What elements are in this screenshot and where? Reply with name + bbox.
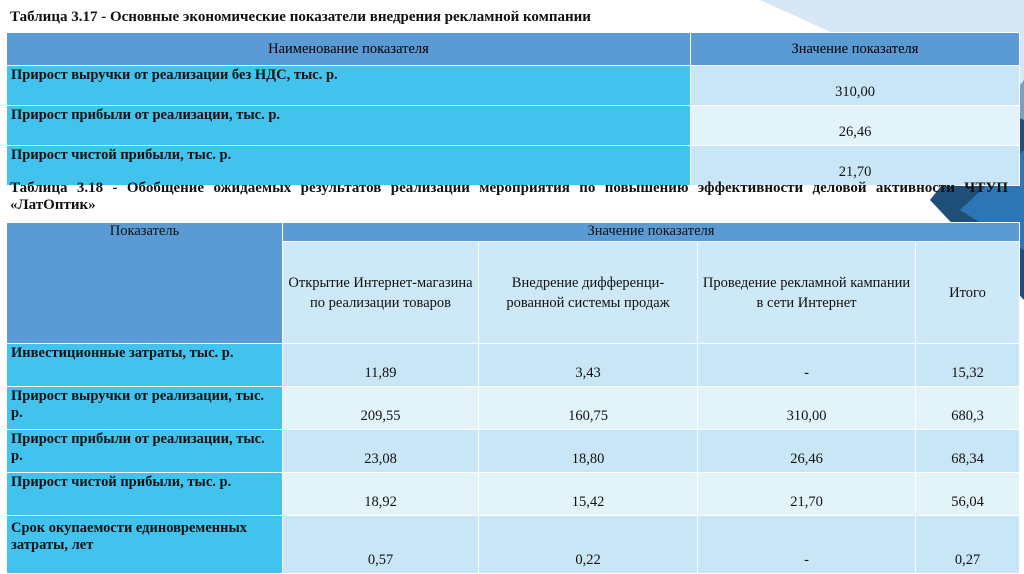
table2-header-row xyxy=(7,223,1020,242)
row-value: 11,89 xyxy=(283,344,479,387)
table-row xyxy=(7,106,1020,146)
row-label: Прирост прибыли от реализации, тыс. р. xyxy=(7,430,283,473)
table-row xyxy=(7,516,1020,574)
table-row xyxy=(7,344,1020,387)
table-row xyxy=(7,66,1020,106)
row-value: 0,57 xyxy=(283,516,479,574)
row-label: Прирост выручки от реализации, тыс. р. xyxy=(7,387,283,430)
row-value: - xyxy=(698,344,916,387)
row-value: 21,70 xyxy=(691,146,1020,186)
subheader-total: Итого xyxy=(916,242,1020,344)
row-label: Инвестиционные затраты, тыс. р. xyxy=(7,344,283,387)
table1-header-row xyxy=(7,33,1020,66)
table1-caption: Таблица 3.17 - Основные экономические показатели внедрения рекламной компании xyxy=(10,9,591,25)
row-value: 68,34 xyxy=(916,430,1020,473)
table-row xyxy=(7,387,1020,430)
table-row xyxy=(7,430,1020,473)
row-value: 680,3 xyxy=(916,387,1020,430)
expected-results-table xyxy=(6,222,1020,574)
row-value: 15,42 xyxy=(479,473,698,516)
subheader-ad-campaign: Проведение рекламной кампании в сети Интернет xyxy=(698,242,916,344)
subheader-differentiated-sales: Внедрение дифференци-рованной системы продаж xyxy=(479,242,698,344)
row-label: Прирост чистой прибыли, тыс. р. xyxy=(7,146,691,186)
row-value: 26,46 xyxy=(698,430,916,473)
row-value: 209,55 xyxy=(283,387,479,430)
table1-header-value: Значение показателя xyxy=(691,33,1020,66)
row-label: Срок окупаемости единовременных затраты, лет xyxy=(7,516,283,574)
table2-header-value: Значение показателя xyxy=(283,223,1020,242)
table2-header-indicator: Показатель xyxy=(7,223,283,344)
table1-header-indicator: Наименование показателя xyxy=(7,33,691,66)
row-value: 23,08 xyxy=(283,430,479,473)
table2-caption: Таблица 3.18 - Обобщение ожидаемых результатов реализации мероприятия по повышению эффективности деловой активности ЧТУП «ЛатОптик» xyxy=(10,180,1008,213)
row-value: 3,43 xyxy=(479,344,698,387)
row-value: 56,04 xyxy=(916,473,1020,516)
row-value: 26,46 xyxy=(691,106,1020,146)
row-value: 310,00 xyxy=(691,66,1020,106)
row-value: 21,70 xyxy=(698,473,916,516)
row-label: Прирост прибыли от реализации, тыс. р. xyxy=(7,106,691,146)
row-value: - xyxy=(698,516,916,574)
row-value: 18,92 xyxy=(283,473,479,516)
row-value: 310,00 xyxy=(698,387,916,430)
row-label: Прирост выручки от реализации без НДС, тыс. р. xyxy=(7,66,691,106)
row-value: 18,80 xyxy=(479,430,698,473)
row-label: Прирост чистой прибыли, тыс. р. xyxy=(7,473,283,516)
table-row xyxy=(7,473,1020,516)
row-value: 0,22 xyxy=(479,516,698,574)
subheader-online-store: Открытие Интернет-магазина по реализации товаров xyxy=(283,242,479,344)
row-value: 0,27 xyxy=(916,516,1020,574)
row-value: 15,32 xyxy=(916,344,1020,387)
row-value: 160,75 xyxy=(479,387,698,430)
economic-indicators-table xyxy=(6,32,1020,186)
